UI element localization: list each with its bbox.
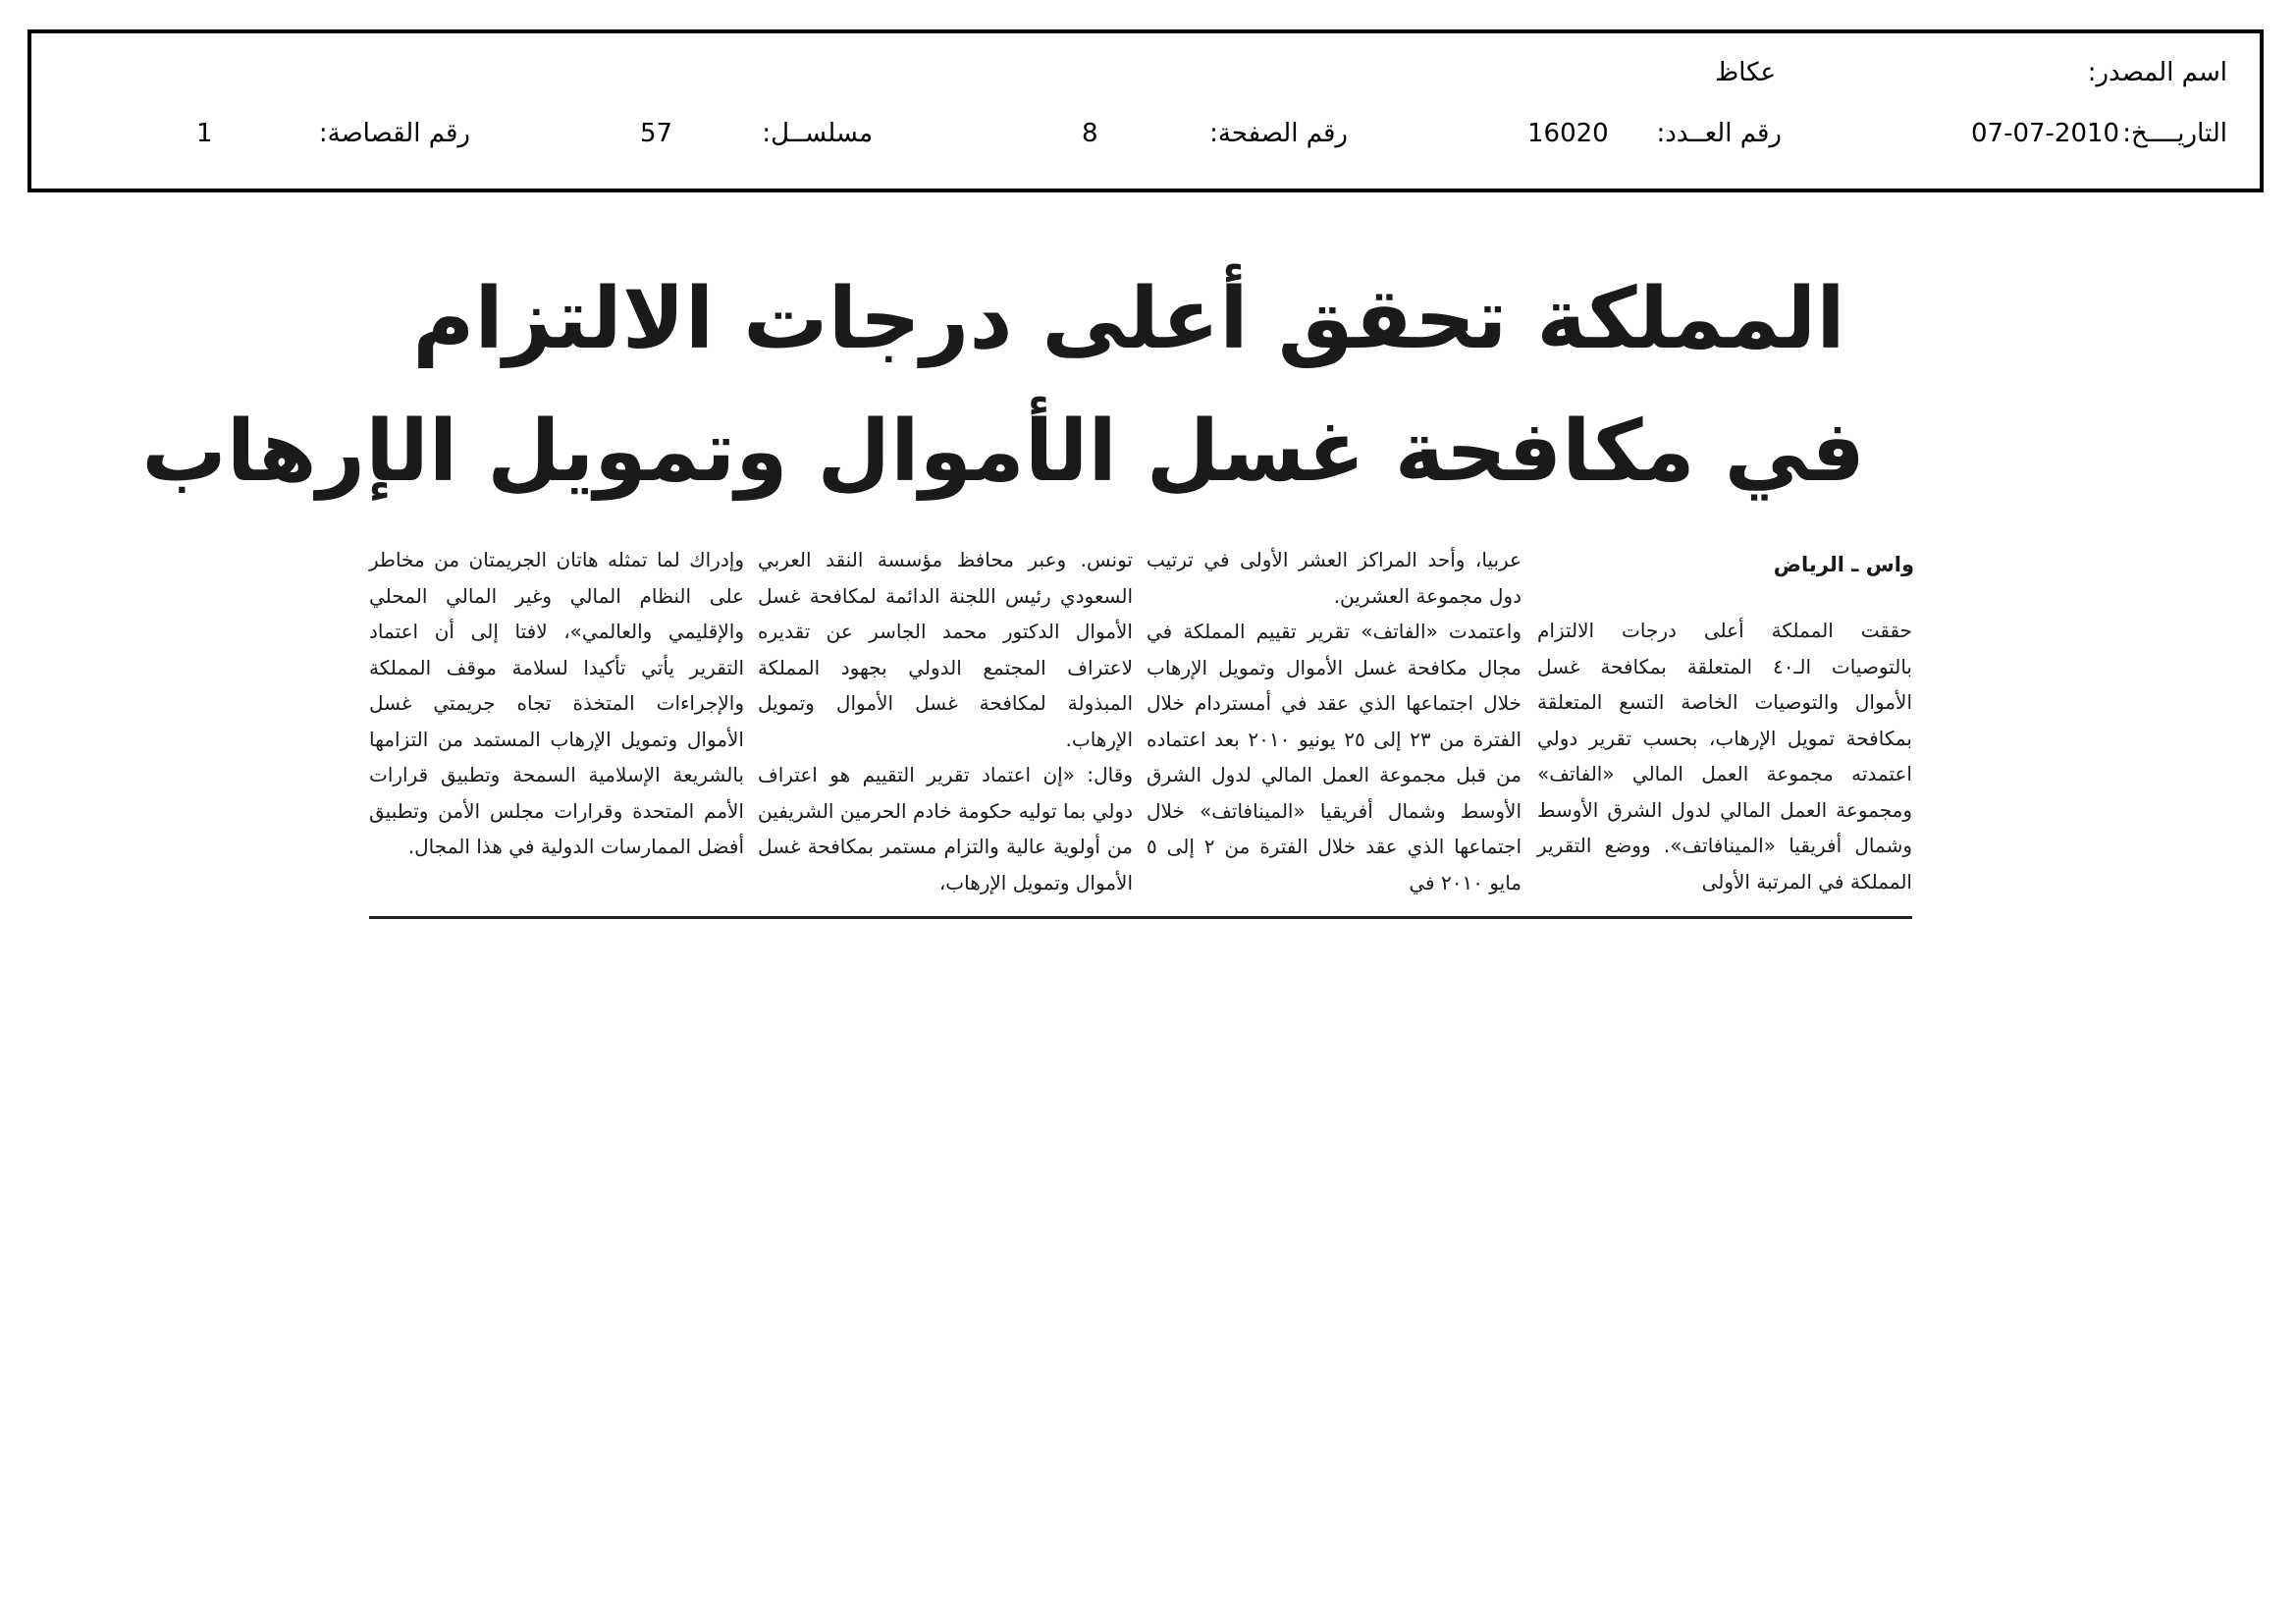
column-4-paragraph: وإدراك لما تمثله هاتان الجريمتان من مخاطر على النظام المالي وغير المالي المحلي والإقليمي والعالمي»، لافتا إلى أن اعتماد التقرير يأتي تأكيدا لسلامة موقف المملكة والإجراءات المتخذة تجاه جريمتي غسل الأموال وتمويل الإرهاب المستمد من التزامها بالشريعة الإسلامية السمحة وتطبيق قرارات الأمم المتحدة وقرارات مجلس الأمن وتطبيق أفضل الممارسات الدولية في هذا المجال. <box>369 548 744 858</box>
issue-label: رقم العــدد: <box>1656 119 1782 148</box>
headline-line-2: في مكافحة غسل الأموال وتمويل الإرهاب <box>141 403 1865 501</box>
page-value: 8 <box>1082 119 1098 148</box>
byline: واس ـ الرياض <box>1773 553 1914 576</box>
article-bottom-rule <box>369 916 1912 919</box>
article-column-3 <box>758 542 1133 900</box>
page-label: رقم الصفحة: <box>1209 119 1348 148</box>
source-label: اسم المصدر: <box>2087 58 2227 87</box>
column-3-paragraph-1: تونس. وعبر محافظ مؤسسة النقد العربي السعودي رئيس اللجنة الدائمة لمكافحة غسل الأموال الدكتور محمد الجاسر عن تقديره لاعتراف المجتمع الدولي بجهود المملكة المبذولة لمكافحة غسل الأموال وتمويل الإرهاب. <box>758 548 1133 751</box>
clip-value: 1 <box>196 119 213 148</box>
headline-line-1: المملكة تحقق أعلى درجات الالتزام <box>412 270 1845 368</box>
column-2-paragraph-1: عربيا، وأحد المراكز العشر الأولى في ترتيب دول مجموعة العشرين. <box>1147 548 1522 608</box>
article-column-2 <box>1147 542 1522 900</box>
clipping-info-box <box>27 29 2264 192</box>
source-value: عكاظ <box>1715 58 1776 87</box>
serial-label: مسلســل: <box>762 119 873 148</box>
issue-value: 16020 <box>1527 119 1609 148</box>
column-2-paragraph-2: واعتمدت «الفاتف» تقرير تقييم المملكة في مجال مكافحة غسل الأموال وتمويل الإرهاب خلال اجتماعها الذي عقد في أمستردام خلال الفترة من ٢٣ إلى ٢٥ يونيو ٢٠١٠ بعد اعتماده من قبل مجموعة العمل المالي لدول الشرق الأوسط وشمال أفريقيا «المينافاتف» خلال اجتماعها الذي عقد خلال الفترة من ٢ إلى ٥ مايو ٢٠١٠ في <box>1147 620 1522 894</box>
article-column-1 <box>1537 613 1912 899</box>
clip-label: رقم القصاصة: <box>318 119 470 148</box>
article-column-4 <box>369 542 744 865</box>
date-value: 07-07-2010 <box>1971 119 2120 148</box>
date-label: التاريــــخ: <box>2122 119 2227 148</box>
column-3-paragraph-2: وقال: «إن اعتماد تقرير التقييم هو اعتراف دولي بما توليه حكومة خادم الحرمين الشريفين من أولوية عالية والتزام مستمر بمكافحة غسل الأموال وتمويل الإرهاب، <box>758 763 1133 894</box>
column-1-paragraph: حققت المملكة أعلى درجات الالتزام بالتوصيات الـ٤٠ المتعلقة بمكافحة غسل الأموال والتوصيات الخاصة التسع المتعلقة بمكافحة تمويل الإرهاب، بحسب تقرير دولي اعتمدته مجموعة العمل المالي «الفاتف» ومجموعة العمل المالي لدول الشرق الأوسط وشمال أفريقيا «المينافاتف». ووضع التقرير المملكة في المرتبة الأولى <box>1537 619 1912 893</box>
serial-value: 57 <box>640 119 673 148</box>
